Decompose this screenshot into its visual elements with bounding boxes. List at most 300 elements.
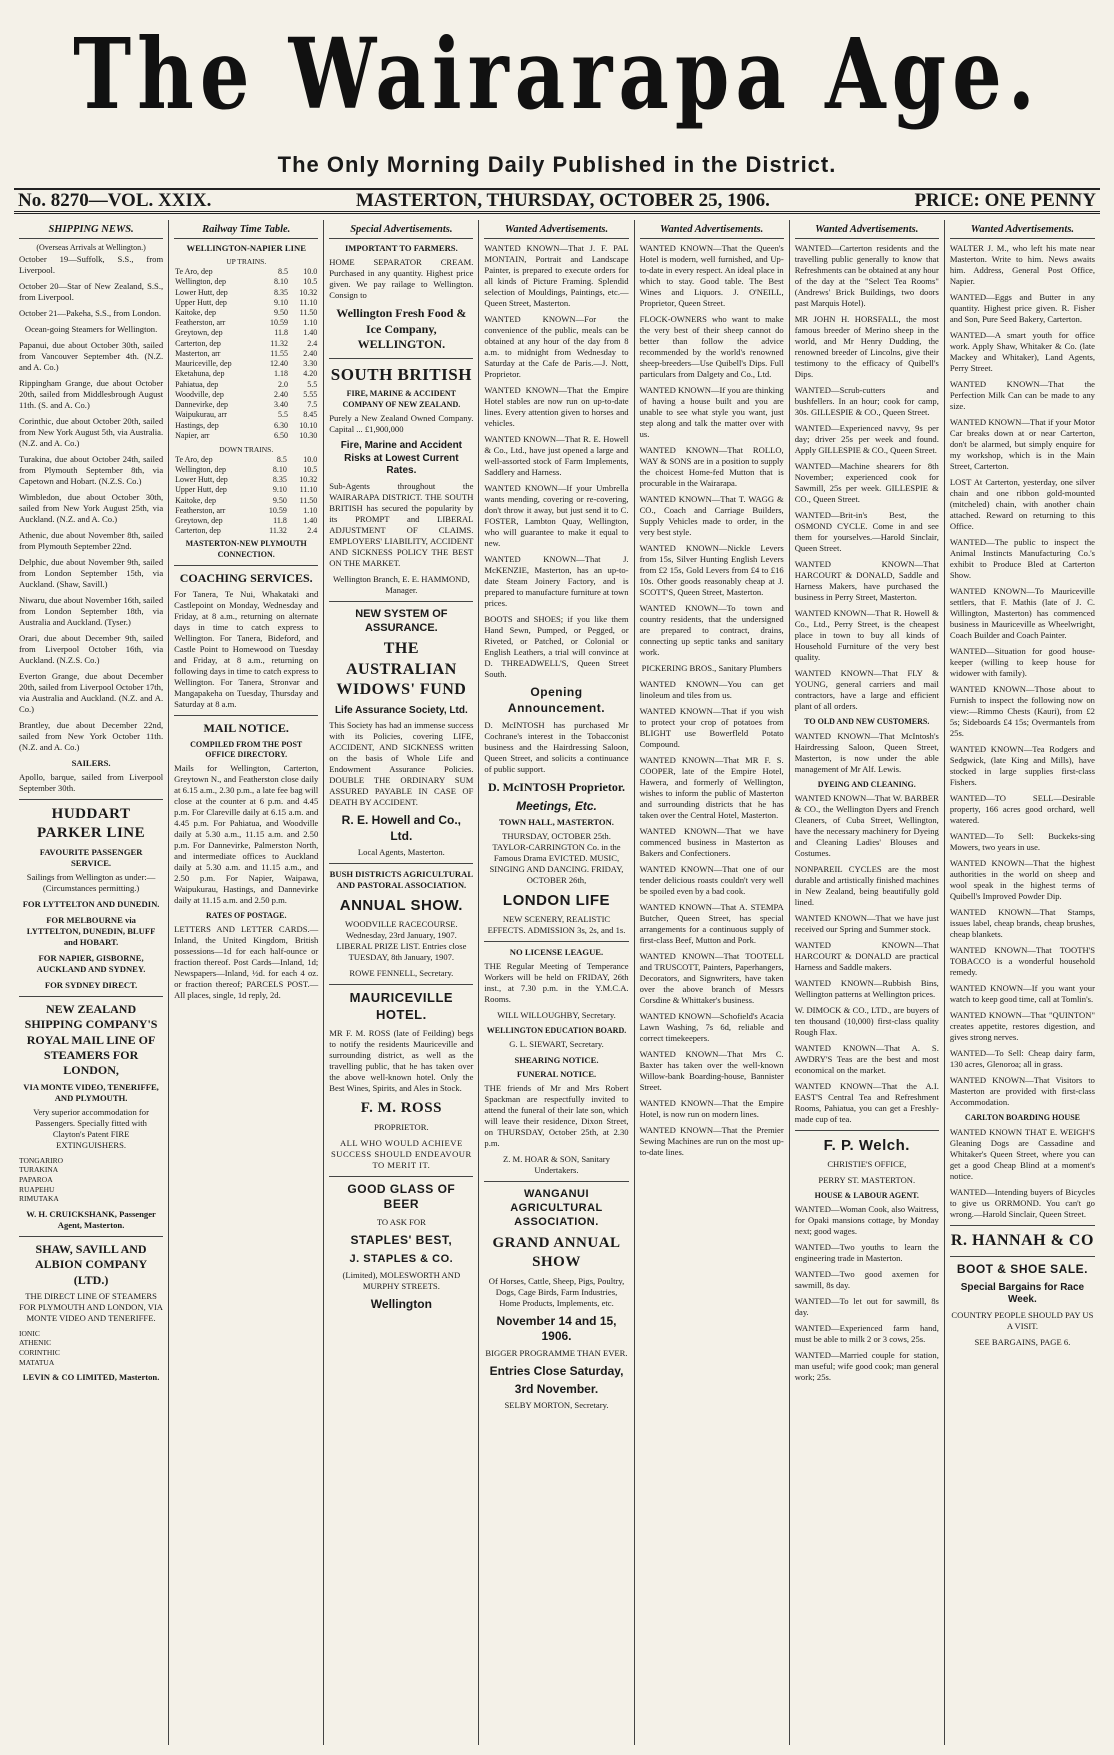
- hannah-text: COUNTRY PEOPLE SHOULD PAY US A VISIT.: [951, 1310, 1094, 1332]
- masthead: [0, 0, 1114, 190]
- list-item: WANTED—Brit-in's Best, the OSMOND CYCLE. Come in and see them for yourselves.—Harold Sinclair, Queen Street.: [794, 510, 939, 554]
- train-time: 5.5: [307, 379, 318, 389]
- column-wanted-2: [635, 220, 790, 1745]
- station-name: Greytown, dep: [175, 328, 223, 338]
- station-name: Masterton, arr: [175, 348, 221, 358]
- welch-office: CHRISTIE'S OFFICE,: [827, 1159, 907, 1170]
- train-time: 2.4: [307, 526, 318, 536]
- sailers-text: Apollo, barque, sailed from Liverpool September 30th.: [19, 771, 164, 793]
- plumbers-signature: PICKERING BROS., Sanitary Plumbers: [641, 663, 782, 674]
- column-special: [324, 220, 479, 1745]
- mauriceville-proprietor-sub: PROPRIETOR.: [374, 1121, 429, 1132]
- mail-text: Mails for Wellington, Carterton, Greytown N., and Featherston close daily at 6.15 a.m., 2.30 p.m., a late fee bag will close at the counter at 6 p.m. and 4.45 p.m. For Clareville daily at 6.15 a.m. and 4.45 p.m. For Pahiatua, and Woodville daily at 5.30 a.m., 11.15 a.m. and 2.50 p.m. For Dannevirke, Palmerston North, and intermediate offices to Auckland daily at 5.30 a.m. and 11.15 a.m., and 2.50 p.m. For Napier, Waipawa, Waipukurau, Hastings, and Dannevirke daily at 11.15 a.m. and 2.50 p.m.: [174, 763, 319, 906]
- south-british-agent: Wellington Branch, E. E. HAMMOND, Manager.: [332, 574, 470, 596]
- list-item: Athenic, due about November 8th, sailed from Plymouth September 22nd.: [19, 529, 164, 551]
- list-item: FLOCK-OWNERS who want to make the very best of their sheep cannot do better than follow the advice recommended by the world's renowned sheep-breeders—Use Quibell's Dips. Full particulars from Dalgety and Co., Ltd.: [639, 314, 784, 380]
- list-item: October 21—Pakeha, S.S., from London.: [19, 307, 162, 318]
- train-time: 8.10: [272, 464, 287, 474]
- list-item: WANTED KNOWN—That the Queen's Hotel is modern, well furnished, and Up-to-date in every respect. An ideal place in which to stay. Good table. The Best Wines and Liquors. J. O'NEILL, Proprietor, Queen Street.: [639, 243, 784, 309]
- list-item: WANTED KNOWN—That A. S. AWDRY'S Teas are the best and most economical on the market.: [794, 1042, 939, 1075]
- bush-heading: BUSH DISTRICTS AGRICULTURAL AND PASTORAL ASSOCIATION.: [329, 869, 474, 891]
- station-name: Wellington, dep: [175, 277, 227, 287]
- list-item: WANTED KNOWN—That TOOTH'S TOBACCO is a wonderful household remedy.: [949, 945, 1095, 978]
- train-time: 10.59: [268, 505, 287, 515]
- timetable-row: [174, 359, 318, 369]
- list-item: WANTED—Experienced navvy, 9s per day; driver 25s per week and found. Apply GILLESPIE & CO., Queen Street.: [794, 423, 939, 456]
- station-name: Kaitoke, dep: [175, 495, 217, 505]
- train-time: 9.10: [273, 297, 288, 307]
- train-time: 12.40: [269, 359, 288, 369]
- list-item: Corinthic, due about October 20th, sailed from New York August 5th, via Australia. (N.Z. and A. Co.): [19, 415, 164, 448]
- list-item: WANTED—Carterton residents and the travelling public generally to know that Refreshments can be obtained at any hour of the day at the "Select Tea Rooms" (Andrews' Brick Buildings, two doors past Marquis Hotel).: [794, 243, 939, 309]
- shipping-list: [19, 254, 163, 753]
- welch-address: PERRY ST. MASTERTON.: [818, 1175, 916, 1186]
- wanganui-show: GRAND ANNUAL SHOW: [492, 1234, 621, 1270]
- beer-company-sub: (Limited), MOLESWORTH AND MURPHY STREETS.: [342, 1269, 461, 1291]
- nolicense-text: THE Regular Meeting of Temperance Workers will be held on FRIDAY, 26th inst., at 7.30 p.m. in the Y.M.C.A. Rooms.: [484, 961, 629, 1005]
- timetable-row: [174, 526, 318, 536]
- train-time: 1.10: [303, 318, 318, 328]
- list-item: WANTED KNOWN—That the Premier Sewing Machines are run on the most up-to-date lines.: [639, 1125, 784, 1158]
- ship-name: RUAPEHU: [19, 1184, 55, 1194]
- huddart-parker-text: Sailings from Wellington as under:— (Circumstances permitting.): [26, 872, 156, 894]
- train-time: 5.5: [277, 410, 288, 420]
- beer-brand: STAPLES' BEST,: [350, 1232, 453, 1247]
- station-name: Wellington, dep: [175, 464, 227, 474]
- column-header: Special Advertisements.: [329, 223, 473, 239]
- train-time: 7.5: [307, 400, 318, 410]
- list-item: WANTED KNOWN—That the A.I. EAST'S Central Tea and Refreshment Rooms, Pahiatua, you can get a Freshly-made cup of tea.: [794, 1080, 939, 1124]
- list-item: WANTED KNOWN—Schofield's Acacia Lawn Washing, 7s 6d, reliable and correct timekeepers.: [639, 1011, 784, 1044]
- train-time: 10.5: [303, 277, 318, 287]
- train-time: 11.50: [299, 495, 318, 505]
- list-item: WANTED KNOWN—That we have just received our Spring and Summer stock.: [794, 912, 939, 934]
- south-british-text: Sub-Agents throughout the WAIRARAPA DISTRICT. THE SOUTH BRITISH has secured the popularity by its PROMPT and LIBERAL ADJUSTMENT OF CLAIMS. EMPLOYERS' LIABILITY, ACCIDENT AND SICKNESS POLICY THE BEST ON THE MARKET.: [329, 481, 474, 569]
- station-name: Dannevirke, dep: [175, 400, 229, 410]
- assurance-heading: NEW SYSTEM OF ASSURANCE.: [355, 608, 448, 635]
- column-header: Wanted Advertisements.: [795, 223, 939, 239]
- ship-name: RIMUTAKA: [19, 1194, 59, 1204]
- list-item: WANTED KNOWN—That Visitors to Masterton are provided with first-class Accommodation.: [949, 1075, 1095, 1108]
- bush-secretary: ROWE FENNELL, Secretary.: [349, 968, 454, 979]
- nz-shipping-sub: VIA MONTE VIDEO, TENERIFFE, AND PLYMOUTH.: [23, 1081, 159, 1103]
- list-item: WANTED KNOWN—That R. E. Howell & Co., Ltd., have just opened a large and well-assorted stock of Farm Implements, Saddlery and Harness.: [484, 434, 629, 478]
- farmers-text: HOME SEPARATOR CREAM. Purchased in any quantity. Highest price given. We pay railage to Wellington. Consign to: [329, 257, 474, 301]
- list-item: October 19—Suffolk, S.S., from Liverpool.: [19, 253, 164, 275]
- list-item: WANTED KNOWN THAT E. WEIGH'S Gleaning Dogs are Cassadine and Whitaker's Queen Street, where you can get a good Cheap Blind at a moment's notice.: [949, 1126, 1095, 1181]
- issue-date: MASTERTON, THURSDAY, OCTOBER 25, 1906.: [355, 189, 770, 211]
- townhall-heading: TOWN HALL, MASTERTON.: [499, 816, 614, 827]
- train-time: 3.40: [273, 400, 288, 410]
- column-header: Railway Time Table.: [174, 223, 318, 239]
- train-time: 8.10: [273, 277, 288, 287]
- train-time: 10.32: [299, 475, 318, 485]
- ship-name: IONIC: [19, 1328, 40, 1338]
- hannah-heading: R. HANNAH & CO: [950, 1231, 1094, 1249]
- list-item: WANTED—Machine shearers for 8th November; experienced cook for Sawmill, 25s per week. GILLESPIE & CO., Queen Street.: [794, 461, 939, 505]
- timetable-row: [174, 475, 318, 485]
- list-item: WANTED KNOWN—That J. McKENZIE, Masterton, has an up-to-date Steam Joinery Factory, and is prepared to manufacture furniture at town prices.: [484, 554, 629, 609]
- shaw-savill-heading: SHAW, SAVILL AND ALBION COMPANY (LTD.): [35, 1241, 148, 1287]
- townhall-text: NEW SCENERY, REALISTIC EFFECTS. ADMISSION 3s, 2s, and 1s.: [487, 914, 626, 936]
- list-item: WANTED KNOWN—That the Empire Hotel stables are now run on up-to-date lines. Every attention given to horses and vehicles.: [484, 385, 629, 429]
- rates-text: LETTERS AND LETTER CARDS.—Inland, the United Kingdom, British possessions—1d for each half-ounce or fraction thereof. Post Cards—Inland, 1d; Newspapers—Inland, ½d. for each 4 oz. or fraction thereof; PARCELS POST.—All places, single, 1d reply, 2d.: [174, 924, 319, 1001]
- column-railway: [169, 220, 324, 1745]
- route: FOR MELBOURNE via LYTTELTON, DUNEDIN, BLUFF and HOBART.: [26, 915, 156, 948]
- station-name: Waipukurau, arr: [175, 410, 227, 420]
- list-item: WANTED—To Sell: Cheap dairy farm, 130 acres, Glenoroa; all in grass.: [949, 1048, 1095, 1070]
- mauriceville-proprietor: F. M. ROSS: [360, 1099, 442, 1116]
- hannah-sub: Special Bargains for Race Week.: [960, 1281, 1085, 1306]
- list-item: WANTED KNOWN—That "QUINTON" creates appetite, restores digestion, and gives strong nerves.: [949, 1010, 1095, 1043]
- sailers-heading: SAILERS.: [71, 757, 111, 768]
- station-name: Mauriceville, dep: [175, 359, 232, 369]
- south-british-text: Purely a New Zealand Owned Company. Capital ... £1,900,000: [329, 412, 474, 434]
- station-name: Woodville, dep: [175, 389, 224, 399]
- train-time: 11.8: [274, 328, 288, 338]
- station-name: Eketahuna, dep: [175, 369, 225, 379]
- train-time: 8.35: [273, 287, 288, 297]
- timetable-row: [174, 277, 318, 287]
- south-british-heading: SOUTH BRITISH: [330, 364, 472, 384]
- list-item: Ocean-going Steamers for Wellington.: [24, 323, 158, 334]
- list-item: LOST At Carterton, yesterday, one silver chain and one ribbon gold-mounted (mitcheled) chain, with another chain attached. Reward on returning to this Office.: [949, 477, 1095, 532]
- train-time: 10.0: [303, 267, 318, 277]
- train-time: 8.35: [272, 475, 287, 485]
- list-item: WANTED KNOWN—That the Perfection Milk Can can be made to any size.: [949, 379, 1095, 412]
- list-item: WANTED KNOWN—If your Umbrella wants mending, covering or re-covering, don't throw it away, but just send it to C. FOSTER, Lambton Quay, Wellington, who will guarantee to make it equal to new.: [484, 483, 629, 549]
- list-item: Delphic, due about November 9th, sailed from London September 15th, via Auckland. (Shaw, Savill.): [19, 556, 164, 589]
- welch-line: HOUSE & LABOUR AGENT.: [814, 1191, 919, 1201]
- list-item: WANTED KNOWN—Nickle Levers from 15s, Silver Hunting English Levers from £2 15s, Gold Levers from £4 to £16 10s. Other goods reasonably cheap at J. SCOTT'S, Queen Street, Masterton.: [639, 543, 784, 598]
- timetable-row: [174, 455, 318, 465]
- timetable-row: [174, 369, 318, 379]
- list-item: October 20—Star of New Zealand, S.S., from Liverpool.: [19, 280, 164, 302]
- list-item: BOOTS and SHOES; if you like them Hand Sewn, Pumped, or Pegged, or Riveted, or Patched, or Colonial or English Leathers, a trial will convince at D. THREADWELL'S, Queen Street South.: [484, 614, 629, 680]
- list-item: WANTED KNOWN—That ROLLO, WAY & SONS are in a position to supply the choicest Home-fed Mutton that is procurable in the Wairarapa.: [639, 445, 784, 489]
- list-item: WANTED—To Sell: Buckeks-sing Mowers, two years in use.: [949, 831, 1095, 853]
- list-item: WANTED KNOWN—If you are thinking of having a house built and you are unable to see what style you want, just step along and talk the matter over with us.: [639, 385, 784, 440]
- nz-shipping-heading: NEW ZEALAND SHIPPING COMPANY'S ROYAL MAIL LINE OF STEAMERS FOR LONDON,: [24, 1002, 158, 1078]
- list-item: WANTED KNOWN—To town and country residents, that the undersigned are prepared to contract, drains, connecting up septic tanks and sanitary work.: [639, 603, 784, 658]
- station-name: Carterton, dep: [175, 526, 221, 536]
- train-time: 1.40: [303, 516, 318, 526]
- list-item: Papanui, due about October 30th, sailed from Vancouver September 4th. (N.Z. and A. Co.): [19, 339, 164, 372]
- mail-sub: COMPILED FROM THE POST OFFICE DIRECTORY.: [190, 739, 303, 759]
- train-time: 1.18: [273, 369, 288, 379]
- timetable-row: [174, 298, 318, 308]
- column-header: Wanted Advertisements.: [484, 223, 628, 239]
- list-item: WANTED KNOWN—That FLY & YOUNG, general carriers and mail contractors, have a large and efficient plant of all orders.: [794, 668, 939, 712]
- train-time: 6.50: [273, 430, 288, 440]
- bush-text: WOODVILLE RACECOURSE. Wednesday, 23rd January, 1907. LIBERAL PRIZE LIST. Entries close TUESDAY, 8th January, 1907.: [336, 919, 467, 963]
- list-item: WANTED KNOWN—That we have commenced business in Masterton as Bakers and Confectioners.: [639, 826, 784, 859]
- list-item: WANTED—Experienced farm hand, must be able to milk 2 or 3 cows, 25s.: [794, 1323, 939, 1345]
- issue-price: PRICE: ONE PENNY: [914, 189, 1096, 211]
- list-item: WANTED—Eggs and Butter in any quantity. Highest price given. R. Fisher and Son, Pure Seed Bakery, Carterton.: [949, 292, 1095, 325]
- timetable-row: [174, 431, 318, 441]
- list-item: WANTED KNOWN—If you want your watch to keep good time, call at Tomlin's.: [949, 983, 1095, 1005]
- list-item: WANTED KNOWN—That one of our tender delicious roasts couldn't very well be spoiled even by a bad cook.: [639, 864, 784, 897]
- train-time: 10.30: [299, 430, 318, 440]
- coaching-text: For Tanera, Te Nui, Whakataki and Castlepoint on Monday, Wednesday and Friday, at 8 a.m., returning on alternate days in time to catch express to Wellington. For Tanera, Bideford, and Castle Point to Homewood on Tuesday and Friday, at 8 a.m., returning on following days in time to catch express to Wellington. For Tanera, Stronvar and Mangapakeha on Tuesday, Thursday and Saturday at 8 a.m.: [174, 589, 319, 710]
- timetable-row: [174, 496, 318, 506]
- list-item: WANTED KNOWN—That Stamps, issues label, cheap brands, cheap brushes, cheap blankets.: [949, 907, 1095, 940]
- farmers-company: Wellington Fresh Food & Ice Company, WELLINGTON.: [336, 306, 467, 352]
- list-item: WANTED KNOWN—That HARCOURT & DONALD, Saddle and Harness Makers, have purchased the business in Perry Street, Masterton.: [794, 559, 939, 603]
- station-name: Featherston, arr: [175, 318, 226, 328]
- issue-number: No. 8270—VOL. XXIX.: [18, 189, 212, 211]
- up-trains: UP TRAINS.: [226, 257, 267, 267]
- timetable-row: [174, 410, 318, 420]
- list-item: WANTED KNOWN—That R. Howell & Co., Ltd., Perry Street, is the cheapest place in town to buy all kinds of Household Furniture of the very best quality.: [794, 608, 939, 663]
- opening-text: D. McINTOSH has purchased Mr Cochrane's interest in the Tobacconist business and the Hairdressing Saloon, Queen Street, and solicits a continuance of public support.: [484, 720, 629, 775]
- list-item: WANTED KNOWN—That HARCOURT & DONALD are practical Harness and Saddle makers.: [794, 939, 939, 972]
- shaw-savill-agent: LEVIN & CO LIMITED, Masterton.: [22, 1372, 160, 1383]
- timetable-row: [174, 465, 318, 475]
- wanganui-heading: WANGANUI AGRICULTURAL ASSOCIATION.: [510, 1188, 603, 1229]
- list-item: Rippingham Grange, due about October 20th, sailed from Middlesbrough August 11th. (S. and A. Co.): [19, 377, 164, 410]
- opening-heading: Opening Announcement.: [507, 685, 606, 715]
- timetable-row: [174, 485, 318, 495]
- opening-signature: D. McINTOSH Proprietor.: [487, 780, 626, 795]
- train-time: 11.32: [269, 526, 287, 536]
- train-time: 11.55: [270, 348, 288, 358]
- timetable-row: [174, 318, 318, 328]
- list-item: WANTED—Married couple for station, man useful; wife good cook; man general work; 25s.: [794, 1350, 939, 1383]
- list-item: WANTED KNOWN—Rubbish Bins, Wellington patterns at Wellington prices.: [794, 977, 939, 999]
- list-item: WANTED—TO SELL—Desirable property, 166 acres good orchard, well watered.: [949, 793, 1095, 826]
- train-time: 2.4: [307, 338, 318, 348]
- townhall-text: THURSDAY, OCTOBER 25th. TAYLOR-CARRINGTON Co. in the Famous Drama EVICTED. MUSIC, SINGING AND DANCING. FRIDAY, OCTOBER 26th,: [489, 830, 624, 885]
- list-item: WANTED KNOWN—You can get linoleum and tiles from us.: [639, 679, 784, 701]
- timetable-row: [174, 516, 318, 526]
- train-time: 10.59: [269, 318, 288, 328]
- list-item: Brantley, due about December 22nd, sailed from New York October 11th. (N.Z. and A. Co.): [19, 719, 164, 752]
- train-time: 9.50: [273, 307, 288, 317]
- list-item: WANTED KNOWN—That Mrs C. Baxter has taken over the well-known Willow-bank Boarding-house, Bannister Street.: [639, 1049, 784, 1093]
- ship-name: CORINTHIC: [19, 1348, 60, 1358]
- list-item: WANTED KNOWN—To Mauriceville settlers, that F. Mathis (late of J. C. Willington, Masterton) has commenced business in Mauriceville as Wheelwright, Coach Builder and Coach Painter.: [949, 586, 1095, 641]
- hannah-sale: BOOT & SHOE SALE.: [956, 1262, 1088, 1277]
- station-name: Lower Hutt, dep: [175, 475, 228, 485]
- train-time: 11.10: [299, 485, 318, 495]
- station-name: Hastings, dep: [175, 420, 219, 430]
- ship-list: [19, 1156, 163, 1204]
- train-time: 8.5: [276, 454, 287, 464]
- nz-agent: W. H. CRUICKSHANK, Passenger Agent, Masterton.: [26, 1208, 156, 1230]
- train-time: 1.40: [303, 328, 318, 338]
- list-item: WANTED KNOWN—That W. BARBER & CO., the Wellington Dyers and French Cleaners, of Cuba Street, Wellington, have the necessary machinery for Dyeing and Cleaning Ladies' Blouses and Costumes.: [794, 792, 939, 858]
- beer-tagline: ALL WHO WOULD ACHIEVE SUCCESS SHOULD ENDEAVOUR TO MERIT IT.: [330, 1137, 472, 1170]
- train-time: 1.10: [303, 505, 318, 515]
- train-time: 8.5: [277, 267, 288, 277]
- widows-fund-agent: R. E. Howell and Co., Ltd.: [341, 813, 462, 843]
- meetings-heading: Meetings, Etc.: [516, 798, 597, 813]
- widows-fund-heading: THE AUSTRALIAN WIDOWS' FUND: [336, 640, 467, 699]
- mauriceville-text: MR F. M. ROSS (late of Feilding) begs to notify the residents Mauriceville and surrounding district, as well as the travelling public, that he has taken over the above well-known hotel. Only the Best Wines, Spirits, and Ales in Stock.: [329, 1027, 474, 1093]
- train-time: 3.30: [303, 359, 318, 369]
- shaw-savill-text: THE DIRECT LINE OF STEAMERS FOR PLYMOUTH AND LONDON, VIA MONTE VIDEO AND TENERIFFE.: [19, 1290, 164, 1323]
- list-item: WANTED KNOWN—That J. F. PAL MONTAIN, Portrait and Landscape Painter, is prepared to execute orders for all kinds of Picture Framing. Splendid selection of Mouldings, Paintings, etc.—Queen Street, Masterton.: [484, 243, 629, 309]
- timetable-row: [174, 288, 318, 298]
- list-item: WANTED—The public to inspect the Animal Instincts Manufacturing Co.'s exhibit to Produce Bled at Carterton Show.: [949, 537, 1095, 581]
- train-time: 9.10: [272, 485, 287, 495]
- timetable-row: [174, 390, 318, 400]
- dateline: [14, 188, 1100, 214]
- railway-line: WELLINGTON-NAPIER LINE: [186, 243, 306, 254]
- train-time: 11.10: [299, 297, 318, 307]
- wanganui-signature: SELBY MORTON, Secretary.: [504, 1400, 609, 1411]
- bush-show: ANNUAL SHOW.: [339, 897, 463, 915]
- train-time: 2.40: [303, 348, 318, 358]
- station-name: Featherston, arr: [175, 505, 226, 515]
- ship-name: ATHENIC: [19, 1338, 52, 1348]
- timetable-row: [174, 421, 318, 431]
- list-item: WANTED—To let out for sawmill, 8s day.: [794, 1296, 939, 1318]
- ship-name: PAPAROA: [19, 1175, 53, 1185]
- list-item: Wimbledon, due about October 30th, sailed from New York August 25th, via Auckland. (N.Z. and A. Co.): [19, 491, 164, 524]
- wanganui-big: BIGGER PROGRAMME THAN EVER.: [485, 1347, 628, 1358]
- nz-shipping-text: Very superior accommodation for Passengers. Specially fitted with Clayton's Patent FIRE EXTINGUISHERS.: [33, 1106, 149, 1150]
- list-item: NONPAREIL CYCLES are the most durable and artistically finished machines in New Zealand, being beautifully gold lined.: [794, 863, 939, 907]
- nolicense-signature: WILL WILLOUGHBY, Secretary.: [497, 1010, 616, 1021]
- newspaper-subtitle: The Only Morning Daily Published in the District.: [277, 152, 837, 177]
- ship-name: MATATUA: [19, 1357, 55, 1367]
- farmers-heading: IMPORTANT TO FARMERS.: [344, 243, 458, 254]
- train-time: 11.8: [273, 516, 287, 526]
- carlton-heading: CARLTON BOARDING HOUSE: [964, 1113, 1080, 1123]
- masterton-line: MASTERTON-NEW PLYMOUTH CONNECTION.: [185, 539, 307, 559]
- timetable-row: [174, 308, 318, 318]
- beer-company: J. STAPLES & CO.: [349, 1252, 454, 1265]
- mail-heading: MAIL NOTICE.: [203, 721, 289, 736]
- station-name: Carterton, dep: [175, 338, 221, 348]
- route: FOR LYTTELTON AND DUNEDIN.: [22, 899, 160, 910]
- train-time: 4.20: [303, 369, 318, 379]
- funeral-text: THE friends of Mr and Mrs Robert Spackman are respectfully invited to attend the funeral of their late son, which will leave their residence, Dixon Street, on THURSDAY, October 25th, at 2.30 p.m.: [484, 1083, 629, 1149]
- dyeing-heading: DYEING AND CLEANING.: [817, 779, 916, 789]
- widows-fund-text: This Society has had an immense success with its Policies, covering LIFE, ACCIDENT, AND SICKNESS written on the basis of Whole Life and Endowment Assurance Policies. DOUBLE THE ORDINARY SUM ASSURED PAYABLE IN CASE OF DEATH BY ACCIDENT.: [329, 720, 474, 808]
- columns: [14, 220, 1100, 1745]
- station-name: Kaitoke, dep: [175, 307, 217, 317]
- wanganui-close-date: 3rd November.: [514, 1381, 599, 1396]
- station-name: Te Aro, dep: [175, 454, 213, 464]
- list-item: WANTED KNOWN—That the highest authorities in the world on sheep and wool speak in the highest terms of Quibell's Improved Powder Dip.: [949, 858, 1095, 902]
- beer-city: Wellington: [370, 1296, 432, 1311]
- column-wanted-3: [790, 220, 945, 1745]
- station-name: Pahiatua, dep: [175, 379, 219, 389]
- column-wanted-4: [945, 220, 1100, 1745]
- timetable-row: [174, 267, 318, 277]
- list-item: WANTED KNOWN—For the convenience of the public, meals can be obtained at any hour of the day from 8 a.m. to midnight from Wednesday to Saturday at the Cafe de Paris.—J. Nott, Proprietor.: [484, 314, 629, 380]
- list-item: WANTED KNOWN—That A. STEMPA Butcher, Queen Street, has special arrangements for a continuous supply of first-class Beef, Mutton and Pork.: [639, 902, 784, 946]
- train-time: 9.50: [272, 495, 287, 505]
- list-item: WANTED—Woman Cook, also Waitress, for Opaki mansions cottage, by Monday next; good wages.: [794, 1204, 939, 1237]
- funeral-heading: FUNERAL NOTICE.: [516, 1069, 597, 1080]
- hannah-see: SEE BARGAINS, PAGE 6.: [974, 1337, 1071, 1348]
- timetable-row: [174, 506, 318, 516]
- train-time: 6.30: [273, 420, 288, 430]
- list-item: WANTED KNOWN—Those about to Furnish to inspect the following now on view:—Rimmo Chests (Kauri), from £2 5s; Sideboards £4 15s; Overmantels from 25s.: [949, 684, 1095, 739]
- list-item: Orari, due about December 9th, sailed from Liverpool October 16th, via Auckland. (N.Z.S. Co.): [19, 632, 164, 665]
- beer-sub: TO ASK FOR: [376, 1216, 426, 1227]
- list-item: WANTED KNOWN—Tea Rodgers and Sedgwick, (late King and Mills), have stocked in large supplies first-class Fishers.: [949, 744, 1095, 788]
- education-heading: WELLINGTON EDUCATION BOARD.: [486, 1026, 627, 1036]
- train-time: 2.40: [273, 389, 288, 399]
- mauriceville-heading: MAURICEVILLE HOTEL.: [349, 990, 454, 1023]
- list-item: WANTED KNOWN—That McIntosh's Hairdressing Saloon, Queen Street, Masterton, is now under the able management of Mr Alf. Lewis.: [794, 730, 939, 774]
- ship-name: TONGARIRO: [19, 1155, 64, 1165]
- timetable-row: [174, 339, 318, 349]
- list-item: WANTED KNOWN—That T. WAGG & CO., Coach and Carriage Builders, Supply Vehicles made to order, in the very best style.: [639, 494, 784, 538]
- south-british-sub: FIRE, MARINE & ACCIDENT COMPANY OF NEW ZEALAND.: [342, 389, 461, 409]
- timetable: [174, 455, 318, 537]
- ship-name: TURAKINA: [19, 1165, 59, 1175]
- list-item: Niwaru, due about November 16th, sailed from London September 18th, via Australia and Auckland. (Tyser.): [19, 594, 164, 627]
- route: FOR NAPIER, GISBORNE, AUCKLAND AND SYDNEY.: [36, 953, 146, 975]
- wanganui-text: Of Horses, Cattle, Sheep, Pigs, Poultry, Dogs, Cage Birds, Farm Industries, Home Products, Implements, etc.: [488, 1275, 625, 1308]
- welch-name: F. P. Welch.: [823, 1136, 910, 1154]
- station-name: Greytown, dep: [175, 516, 223, 526]
- coaching-heading: COACHING SERVICES.: [179, 570, 313, 585]
- station-name: Upper Hutt, dep: [175, 485, 227, 495]
- train-time: 10.0: [303, 454, 318, 464]
- train-time: 8.45: [303, 410, 318, 420]
- train-time: 11.32: [270, 338, 288, 348]
- column-shipping: [14, 220, 169, 1745]
- train-time: 10.32: [299, 287, 318, 297]
- list-item: WANTED KNOWN—That if your Motor Car breaks down at or near Carterton, don't be alarmed, but simply enquire for my workshop, which is in the Main Street, Carterton.: [949, 417, 1095, 472]
- train-time: 5.55: [303, 389, 318, 399]
- list-item: MR JOHN H. HORSFALL, the most famous breeder of Merino sheep in the world, and Mr Henry Dudding, the renowned breeder of Lincolns, give their testimony to the efficacy of Quibell's Dips.: [794, 314, 939, 380]
- funeral-signature: Z. M. HOAR & SON, Sanitary Undertakers.: [503, 1154, 610, 1176]
- list-item: WANTED—Scrub-cutters and bushfellers. In an hour; cook for camp, 30s. GILLESPIE & CO., Queen Street.: [794, 385, 939, 418]
- wanganui-close: Entries Close Saturday,: [489, 1363, 624, 1378]
- list-item: WANTED—Two youths to learn the engineering trade in Masterton.: [794, 1242, 939, 1264]
- shearing-heading: SHEARING NOTICE.: [514, 1055, 599, 1066]
- south-british-line: Fire, Marine and Accident Risks at Lowest Current Rates.: [340, 439, 463, 477]
- down-trains: DOWN TRAINS.: [219, 445, 274, 455]
- huddart-parker-heading: HUDDART PARKER LINE: [36, 805, 146, 841]
- train-time: 10.10: [299, 420, 318, 430]
- list-item: WALTER J. M., who left his mate near Masterton. Write to him. News awaits him. Address, General Post Office, Napier.: [949, 243, 1095, 287]
- townhall-show: LONDON LIFE: [502, 891, 611, 909]
- list-item: WANTED—A smart youth for office work. Apply Shaw, Whitaker & Co. (late Mackey and Whitaker), Land Agents, Perry Street.: [949, 330, 1095, 374]
- nolicense-heading: NO LICENSE LEAGUE.: [509, 947, 604, 958]
- column-header: Wanted Advertisements.: [640, 223, 784, 239]
- list-item: WANTED—Intending buyers of Bicycles to give us ORRMOND. You can't go wrong.—Harold Sinclair, Queen Street.: [949, 1186, 1095, 1219]
- train-time: 2.0: [277, 379, 288, 389]
- shipping-sub: (Overseas Arrivals at Wellington.): [36, 243, 146, 253]
- newspaper-title: The Wairarapa Age.: [73, 18, 1041, 132]
- list-item: WANTED—Situation for good house-keeper (willing to keep house for widower with family).: [949, 646, 1095, 679]
- list-item: WANTED KNOWN—That MR F. S. COOPER, late of the Empire Hotel, Hawera, and formerly of Wellington, wishes to inform the public of Masterton and surrounding districts that he has taken over the Central Hotel, Masterton.: [639, 755, 784, 821]
- station-name: Napier, arr: [175, 430, 210, 440]
- dimock-notice: W. DIMOCK & CO., LTD., are buyers of ten thousand (10,000) first-class quality Rough Flax.: [794, 1004, 939, 1037]
- list-item: Everton Grange, due about December 20th, sailed from Liverpool October 17th, via Australia and Auckland. (N.Z. and A. Co.): [19, 670, 164, 714]
- train-time: 10.5: [303, 464, 318, 474]
- timetable-row: [174, 328, 318, 338]
- list-item: WANTED KNOWN—That the Empire Hotel, is now run on modern lines.: [639, 1098, 784, 1120]
- widows-fund-sub: Life Assurance Society, Ltd.: [334, 704, 468, 716]
- wanganui-date: November 14 and 15, 1906.: [496, 1313, 617, 1344]
- education-signature: G. L. SIEWART, Secretary.: [509, 1039, 604, 1050]
- ship-list: [19, 1329, 163, 1367]
- list-item: WANTED KNOWN—That TOOTELL and TRUSCOTT, Painters, Paperhangers, Decorators, and Signwriters, have taken over the above branch of Messrs Corsdine & Whittaker's business.: [639, 951, 784, 1006]
- route: FOR SYDNEY DIRECT.: [44, 980, 138, 991]
- rates-heading: RATES OF POSTAGE.: [205, 911, 287, 921]
